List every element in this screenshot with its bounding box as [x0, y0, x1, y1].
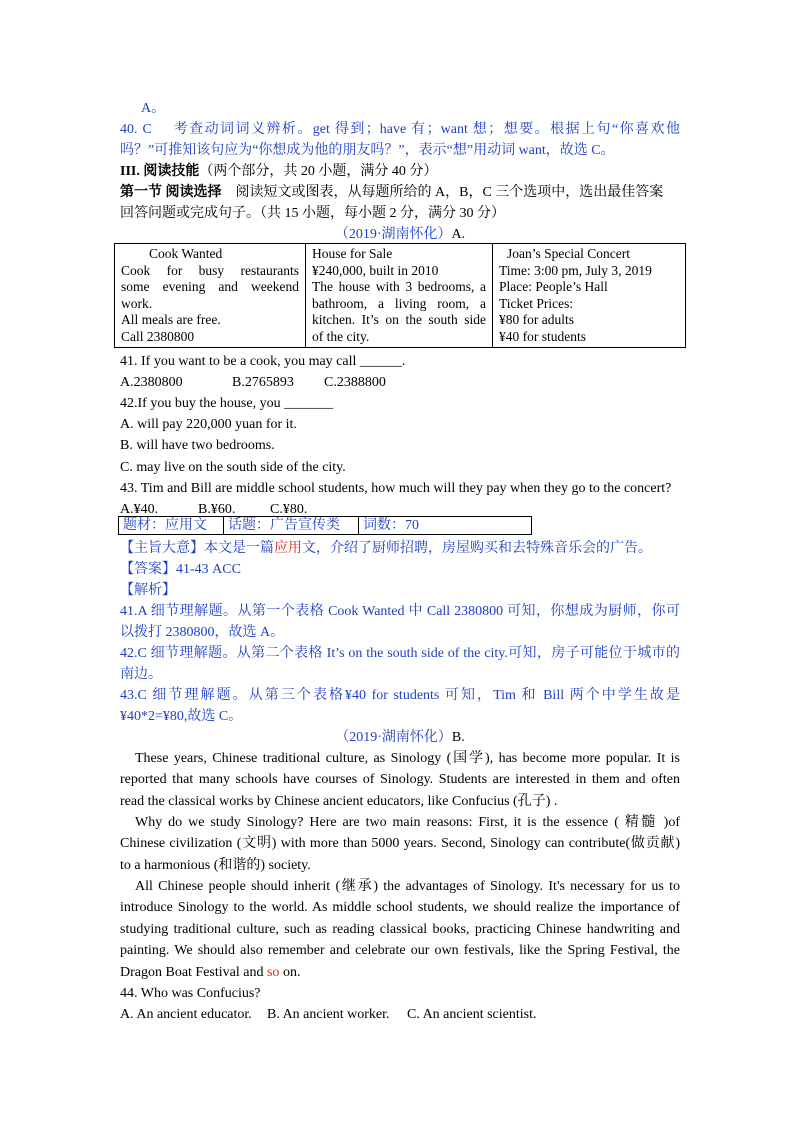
section-3-heading — [120, 161, 680, 182]
ad-house-title: House for Sale — [312, 246, 393, 261]
ad-concert-line: ¥40 for students — [499, 328, 586, 344]
part-1-instructions-line-2: 回答问题或完成句子。（共 15 小题，每小题 2 分，满分 30 分） — [120, 206, 505, 221]
question-42-option-a: A. will pay 220,000 yuan for it. — [120, 417, 297, 432]
paragraph-line: Why do we study Sinology? Here are two main reasons: First, it is the essence ( 精髓 )of — [135, 815, 680, 830]
summary-highlight: 应用 — [274, 541, 302, 556]
option-c: C.¥80. — [270, 502, 308, 517]
passage-b-paragraph-1 — [120, 748, 680, 812]
passage-b-paragraph-2 — [120, 812, 680, 876]
paragraph-line — [120, 962, 680, 983]
paragraph-line: Chinese civilization (文明) with more than 5000 years. Second, Sinology can contribute(做贡献) — [120, 836, 680, 852]
ad-cook-line: All meals are free. — [121, 312, 221, 327]
meta-word-count: 词数：70 — [359, 517, 532, 535]
ad-cook-title: Cook Wanted — [149, 246, 223, 261]
ads-table — [114, 243, 686, 348]
option-c: C.2388800 — [324, 375, 386, 390]
paragraph-line: reported that many schools have courses of Sinology. Students are interested in them and often — [120, 772, 680, 788]
passage-a-source-text: （2019·湖南怀化） — [334, 227, 452, 242]
passage-a-answer: 【答案】41-43 ACC — [120, 562, 241, 577]
option-c: C. An ancient scientist. — [407, 1007, 537, 1022]
ad-house-line: The house with 3 bedrooms, a — [312, 279, 486, 294]
line-text: on. — [279, 964, 301, 980]
paragraph-line: to a harmonious (和谐的) society. — [120, 857, 311, 873]
ad-house-for-sale — [306, 244, 493, 348]
line-text: Dragon Boat Festival and — [120, 964, 267, 980]
analysis-42-line-2: 南边。 — [120, 667, 162, 682]
analysis-43-line-1: 43.C 细节理解题。从第三个表格¥40 for students 可知，Tim 和 Bill 两个中学生故是 — [120, 688, 680, 703]
ad-concert-line: ¥80 for adults — [499, 312, 574, 327]
question-43: 43. Tim and Bill are middle school students, how much will they pay when they go to the concert? — [120, 481, 672, 496]
paragraph-line: These years, Chinese traditional culture, as Sinology (国学), has become more popular. It is — [135, 751, 680, 766]
passage-b-paragraph-3 — [120, 876, 680, 983]
option-b: B.¥60. — [198, 502, 236, 517]
summary-prefix: 【主旨大意】本文是一篇 — [120, 541, 274, 556]
question-42-option-b: B. will have two bedrooms. — [120, 438, 275, 453]
question-44: 44. Who was Confucius? — [120, 986, 261, 1001]
section-3-title: III. 阅读技能 — [120, 164, 200, 179]
ad-house-line: bathroom, a living room, a — [312, 295, 486, 311]
ad-concert-line: Place: People’s Hall — [499, 279, 608, 294]
passage-b-source — [120, 727, 680, 748]
ad-joans-concert — [493, 244, 686, 348]
paragraph-line: painting. We should also remember and celebrate our own festivals, like the Spring Festival, the — [120, 943, 680, 959]
highlighted-word: so — [266, 964, 280, 980]
ad-cook-line: work. — [121, 295, 153, 311]
option-b: B. An ancient worker. — [267, 1007, 390, 1022]
prev-answer-continuation: A。 — [141, 101, 166, 116]
part-1-title: 第一节 阅读选择 — [120, 185, 222, 200]
passage-a-analysis-label: 【解析】 — [120, 583, 176, 598]
ad-cook-line: Cook for busy restaurants — [121, 262, 299, 278]
paragraph-line: read the classical works by Chinese ancient educators, like Confucius (孔子) . — [120, 793, 558, 809]
ad-house-line: ¥240,000, built in 2010 — [312, 262, 439, 278]
part-1-heading — [120, 182, 680, 203]
analysis-42-line-1: 42.C 细节理解题。从第二个表格 It’s on the south side of the city.可知，房子可能位于城市的 — [120, 646, 680, 661]
question-42-option-c: C. may live on the south side of the city. — [120, 460, 346, 475]
summary-suffix: 文，介绍了厨师招聘，房屋购买和去特殊音乐会的广告。 — [302, 541, 652, 556]
ad-cook-wanted — [115, 244, 306, 348]
answer-40-line-1: 40. C 考查动词词义辨析。get 得到；have 有；want 想；想要。根据上句“你喜欢他 — [120, 122, 680, 137]
option-a: A. An ancient educator. — [120, 1007, 252, 1022]
analysis-41-line-2: 以拨打 2380800，故选 A。 — [120, 625, 285, 640]
passage-a-source — [120, 224, 680, 245]
meta-genre: 题材：应用文 — [119, 517, 224, 535]
passage-a-meta-table — [118, 516, 532, 535]
ad-house-line: kitchen. It’s on the south side — [312, 312, 486, 327]
analysis-41-line-1: 41.A 细节理解题。从第一个表格 Cook Wanted 中 Call 2380800 可知，你想成为厨师，你可 — [120, 604, 680, 619]
question-41: 41. If you want to be a cook, you may call ______. — [120, 354, 406, 369]
option-a: A.2380800 — [120, 375, 183, 390]
meta-topic: 话题：广告宣传类 — [224, 517, 359, 535]
part-1-instructions: 阅读短文或图表，从每题所给的 A，B，C 三个选项中，选出最佳答案 — [221, 185, 664, 200]
section-3-scoring: （两个部分，共 20 小题，满分 40 分） — [199, 164, 438, 179]
passage-b-source-text: （2019·湖南怀化） — [335, 730, 452, 745]
ad-concert-line: Time: 3:00 pm, July 3, 2019 — [499, 262, 652, 278]
passage-b-letter: B. — [451, 730, 465, 745]
paragraph-line: All Chinese people should inherit (继承) the advantages of Sinology. It's necessary for us to — [135, 879, 680, 894]
ad-concert-line: Ticket Prices: — [499, 295, 574, 311]
ad-cook-phone: Call 2380800 — [121, 328, 195, 344]
ad-cook-line: some evening and weekend — [121, 279, 299, 294]
option-a: A.¥40. — [120, 502, 159, 517]
ad-house-line: of the city. — [312, 328, 370, 344]
analysis-43-line-2: ¥40*2=¥80,故选 C。 — [120, 709, 243, 724]
ad-concert-title: Joan’s Special Concert — [507, 246, 630, 261]
passage-a-letter: A. — [451, 227, 466, 242]
option-b: B.2765893 — [232, 375, 294, 390]
paragraph-line: introduce Sinology to the world. As middle school students, we should realize the importance of — [120, 900, 680, 916]
question-42: 42.If you buy the house, you _______ — [120, 396, 334, 411]
paragraph-line: studying traditional culture, such as reading classical books, practicing Chinese handwriting and — [120, 921, 680, 937]
answer-40-line-2: 吗？”可推知该句应为“你想成为他的朋友吗？”，表示“想”用动词 want，故选 C。 — [120, 143, 615, 158]
passage-a-summary — [120, 538, 680, 559]
